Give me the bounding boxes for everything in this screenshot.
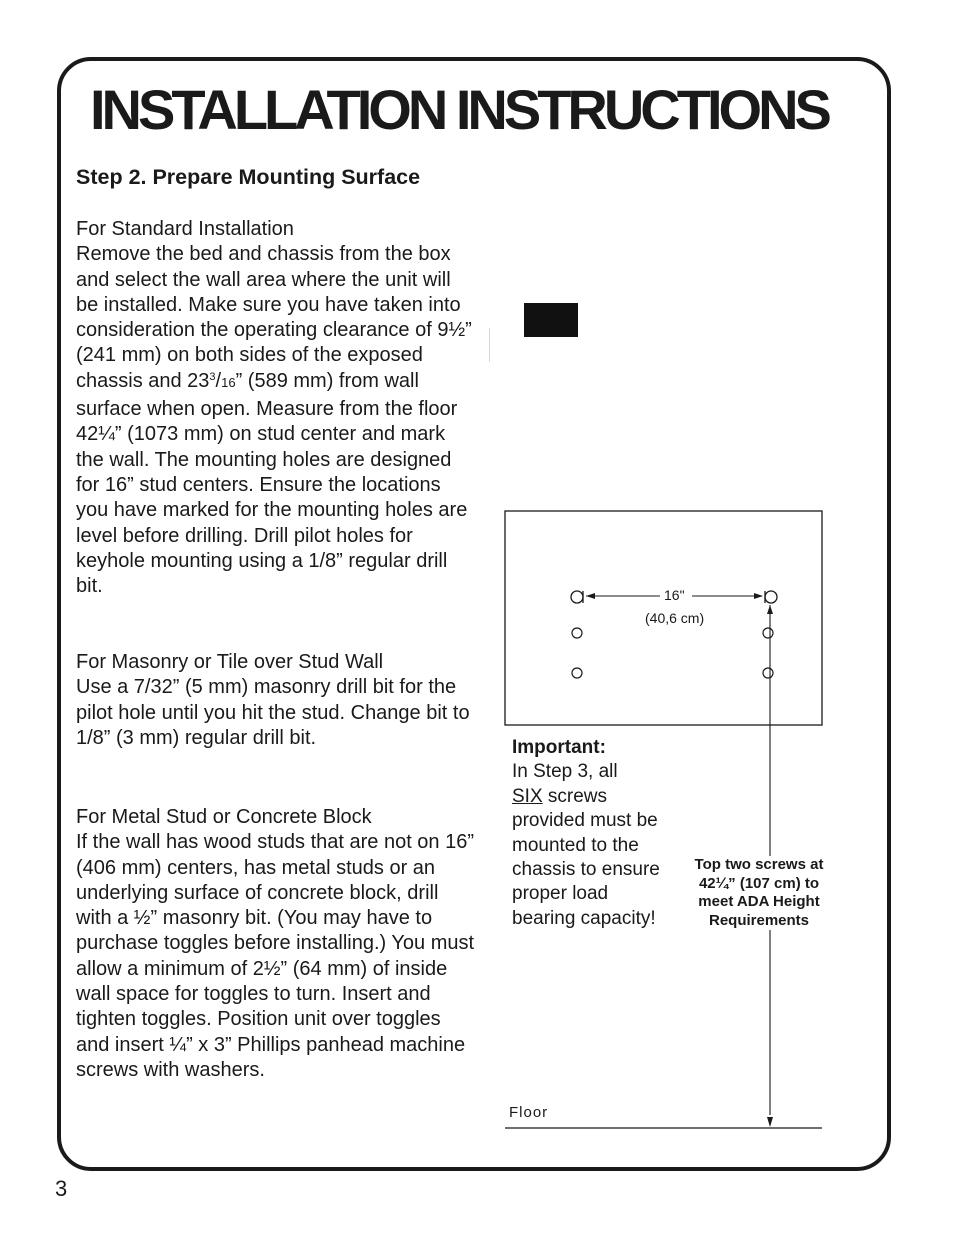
page-title: INSTALLATION INSTRUCTIONS	[90, 78, 828, 141]
redacted-block	[524, 303, 578, 337]
masonry-section	[76, 650, 476, 751]
important-emphasis: SIX	[512, 785, 543, 807]
screw-hole	[572, 668, 582, 678]
page-number: 3	[55, 1176, 68, 1201]
important-note	[512, 736, 662, 931]
fraction-denominator: 16	[221, 374, 236, 390]
metal-stud-section	[76, 805, 476, 1083]
floor-label: Floor	[509, 1104, 549, 1121]
important-body	[512, 760, 662, 931]
metal-stud-body: If the wall has wood studs that are not on 16” (406 mm) centers, has metal studs or an underlying surface of concrete block, drill with a ½” masonry bit. (You may have to purchase toggles before installing.) You must allow a minimum of 2½” (64 mm) of inside wall space for toggles to turn. Insert and tighten toggles. Position unit over toggles and insert ¼” x 3” Phillips panhead machine screws with washers.	[76, 831, 475, 1081]
standard-body-part-2: ” (589 mm) from wall surface when open. Measure from the floor 42¼” (1073 mm) on stud center and mark the wall. The mounting holes are designed for 16” stud centers. Ensure the locations you have marked for the mounting holes are level before drilling. Drill pilot holes for keyhole mounting using a 1/8” regular drill bit.	[76, 369, 468, 598]
important-text-2: screws provided must be mounted to the chassis to ensure proper load bearing capacity!	[512, 785, 660, 929]
keyhole-left	[571, 591, 583, 603]
fraction-numerator: 3	[209, 370, 216, 383]
important-lead: Important:	[512, 737, 606, 758]
dimension-inches-label: 16"	[664, 587, 685, 603]
ada-height-note: Top two screws at 42¼” (107 cm) to meet ADA Height Requirements	[686, 856, 832, 930]
masonry-body: Use a 7/32” (5 mm) masonry drill bit for the pilot hole until you hit the stud. Change bit to 1/8” (3 mm) regular drill bit.	[76, 676, 470, 749]
keyhole-right	[765, 591, 777, 603]
dimension-cm-label: (40,6 cm)	[645, 610, 705, 626]
screw-hole	[763, 628, 773, 638]
important-text-1: In Step 3, all	[512, 761, 618, 783]
divider-mark	[489, 328, 490, 362]
step-heading: Step 2. Prepare Mounting Surface	[76, 165, 421, 189]
masonry-heading: For Masonry or Tile over Stud Wall	[76, 651, 384, 673]
standard-installation-body: Remove the bed and chassis from the box and select the wall area where the unit will be installed. Make sure you have taken into consideration the operating clearance of 9½” (241 mm) on both sides of the exposed chassis and $23^3/16$” (589 mm) from wall surface when open. Measure from the floor 42¼” (1073 mm) on stud center and mark the wall. The mounting holes are designed for 16” stud centers. Ensure the locations you have marked for the mounting holes are level before drilling. Drill pilot holes for keyhole mounting using a 1/8” regular drill bit.	[76, 243, 472, 598]
metal-stud-heading: For Metal Stud or Concrete Block	[76, 806, 372, 828]
standard-installation-heading: For Standard Installation	[76, 218, 294, 240]
standard-body-part-1: Remove the bed and chassis from the box and select the wall area where the unit will be installed. Make sure you have taken into consideration the operating clearance of 9½” (241 mm) on both sides of the exposed chassis and 23	[76, 243, 472, 392]
screw-hole	[763, 668, 773, 678]
screw-hole	[572, 628, 582, 638]
standard-installation-section	[76, 217, 476, 599]
